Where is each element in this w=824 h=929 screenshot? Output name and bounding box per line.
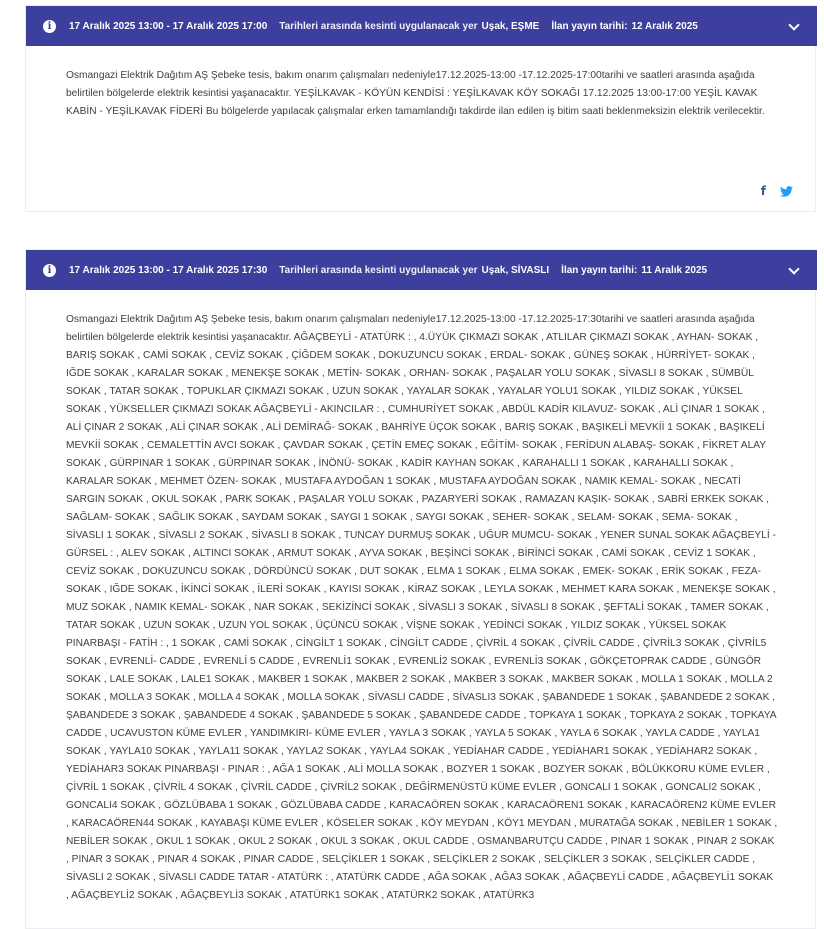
- notice-card-2: [25, 249, 816, 929]
- notice-body: Osmangazi Elektrik Dağıtım AŞ Şebeke tesis, bakım onarım çalışmaları nedeniyle17.12.2025-13:00 -17.12.2025-17:00tarihi ve saatleri arasında aşağıda belirtilen bölgelerde elektrik kesintisi yaşanacaktır. YEŞİLKAVAK - KÖYÜN KENDİSİ : YEŞİLKAVAK KÖY SOKAĞI 17.12.2025 13:00-17:00 YEŞİL KAVAK KABİN - YEŞİLKAVAK FİDERİ Bu bölgelerde yapılacak çalışmalar erken tamamlandığı takdirde ilan edilen iş bitim saati beklenmeksizin elektrik verilecektir.: [66, 70, 765, 117]
- notice-datetime: 17 Aralık 2025 13:00 - 17 Aralık 2025 17:00: [69, 20, 268, 32]
- info-icon: i: [43, 20, 56, 33]
- notice-location-label: Tarihleri arasında kesinti uygulanacak yer: [279, 20, 478, 32]
- notice-header-1[interactable]: [26, 6, 817, 46]
- notice-location: Uşak, EŞME: [481, 20, 540, 32]
- published-date: 12 Aralık 2025: [631, 20, 698, 32]
- notice-body: Osmangazi Elektrik Dağıtım AŞ Şebeke tesis, bakım onarım çalışmaları nedeniyle17.12.2025-13:00 -17.12.2025-17:30tarihi ve saatleri arasında aşağıda belirtilen bölgelerde elektrik kesintisi yaşanacaktır. AĞAÇBEYLİ - ATATÜRK : , 4.ÜYÜK ÇIKMAZI SOKAK , ATLILAR ÇIKMAZI SOKAK , AYHAN- SOKAK , BARIŞ SOKAK , CAMİ SOKAK , CEVİZ SOKAK , ÇİĞDEM SOKAK , DOKUZUNCU SOKAK , ERDAL- SOKAK , GÜNEŞ SOKAK , HÜRRİYET- SOKAK , IĞDE SOKAK , KARALAR SOKAK , MENEKŞE SOKAK , METİN- SOKAK , ORHAN- SOKAK , PAŞALAR YOLU SOKAK , SİVASLI 8 SOKAK , SÜMBÜL SOKAK , TATAR SOKAK , TOPUKLAR ÇIKMAZI SOKAK , UZUN SOKAK , YAYALAR SOKAK , YAYALAR YOLU1 SOKAK , YILDIZ SOKAK , YÜKSEL SOKAK , YÜKSELLER ÇIKMAZI SOKAK AĞAÇBEYLİ - AKINCILAR : , CUMHURİYET SOKAK , ABDÜL KADİR KILAVUZ- SOKAK , ALİ ÇINAR 1 SOKAK , ALİ ÇINAR 2 SOKAK , ALİ ÇINAR SOKAK , ALİ DEMİRAĞ- SOKAK , BAHRİYE ÜÇOK SOKAK , BARIŞ SOKAK , BAŞIKELİ MEVKİİ 1 SOKAK , BAŞIKELİ MEVKİİ SOKAK , CEMALETTİN AVCI SOKAK , ÇAVDAR SOKAK , ÇETİN EMEÇ SOKAK , EĞİTİM- SOKAK , FERİDUN ALABAŞ- SOKAK , FİKRET ALAY SOKAK , GÜRPINAR 1 SOKAK , GÜRPINAR SOKAK , İNÖNÜ- SOKAK , KADİR KAYHAN SOKAK , KARAHALLI 1 SOKAK , KARAHALLI SOKAK , KARALAR SOKAK , MEHMET ÖZEN- SOKAK , MUSTAFA AYDOĞAN 1 SOKAK , MUSTAFA AYDOĞAN SOKAK , NAMIK KEMAL- SOKAK , NECATİ SARGIN SOKAK , OKUL SOKAK , PARK SOKAK , PAŞALAR YOLU SOKAK , PAZARYERİ SOKAK , RAMAZAN KAŞIK- SOKAK , SABRİ ERKEK SOKAK , SAĞLAM- SOKAK , SAĞLIK SOKAK , SAYDAM SOKAK , SAYGI 1 SOKAK , SAYGI SOKAK , SEHER- SOKAK , SELAM- SOKAK , SEMA- SOKAK , SİVASLI 1 SOKAK , SİVASLI 2 SOKAK , SİVASLI 8 SOKAK , TUNCAY DURMUŞ SOKAK , UĞUR MUMCU- SOKAK , YENER SUNAL SOKAK AĞAÇBEYLİ - GÜRSEL : , ALEV SOKAK , ALTINCI SOKAK , ARMUT SOKAK , AYVA SOKAK , BEŞİNCİ SOKAK , BİRİNCİ SOKAK , CAMİ SOKAK , CEVİZ 1 SOKAK , CEVİZ SOKAK , DOKUZUNCU SOKAK , DÖRDÜNCÜ SOKAK , DUT SOKAK , ELMA 1 SOKAK , ELMA SOKAK , EMEK- SOKAK , ERİK SOKAK , FEZA- SOKAK , IĞDE SOKAK , İKİNCİ SOKAK , İLERİ SOKAK , KAYISI SOKAK , KİRAZ SOKAK , LEYLA SOKAK , MEHMET KARA SOKAK , MENEKŞE SOKAK , MUZ SOKAK , NAMIK KEMAL- SOKAK , NAR SOKAK , SEKİZİNCİ SOKAK , SİVASLI 3 SOKAK , SİVASLI 8 SOKAK , ŞEFTALİ SOKAK , TAMER SOKAK , TATAR SOKAK , UZUN SOKAK , UZUN YOL SOKAK , ÜÇÜNCÜ SOKAK , VİŞNE SOKAK , YEDİNCİ SOKAK , YILDIZ SOKAK , YÜKSEL SOKAK PINARBAŞI - FATİH : , 1 SOKAK , CAMİ SOKAK , CİNGİLT 1 SOKAK , CİNGİLT CADDE , ÇİVRİL 4 SOKAK , ÇİVRİL CADDE , ÇİVRİL3 SOKAK , ÇİVRİL5 SOKAK , EVRENLİ- CADDE , EVRENLİ 5 CADDE , EVRENLİ1 SOKAK , EVRENLİ2 SOKAK , EVRENLİ3 SOKAK , GÖKÇETOPRAK CADDE , GÜNGÖR SOKAK , LALE SOKAK , LALE1 SOKAK , MAKBER 1 SOKAK , MAKBER 2 SOKAK , MAKBER 3 SOKAK , MAKBER SOKAK , MOLLA 1 SOKAK , MOLLA 2 SOKAK , MOLLA 3 SOKAK , MOLLA 4 SOKAK , MOLLA SOKAK , SİVASLI CADDE , SİVASLI3 SOKAK , ŞABANDEDE 1 SOKAK , ŞABANDEDE 2 SOKAK , ŞABANDEDE 3 SOKAK , ŞABANDEDE 4 SOKAK , ŞABANDEDE 5 SOKAK , ŞABANDEDE CADDE , TOPKAYA 1 SOKAK , TOPKAYA 2 SOKAK , TOPKAYA CADDE , UCAVUSTON KÜME EVLER , YANDIMKIRI- KÜME EVLER , YAYLA 3 SOKAK , YAYLA 5 SOKAK , YAYLA 6 SOKAK , YAYLA CADDE , YAYLA1 SOKAK , YAYLA10 SOKAK , YAYLA11 SOKAK , YAYLA2 SOKAK , YAYLA4 SOKAK , YEDİAHAR CADDE , YEDİAHAR1 SOKAK , YEDİAHAR2 SOKAK , YEDİAHAR3 SOKAK PINARBAŞI - PINAR : , AĞA 1 SOKAK , ALİ MOLLA SOKAK , BOZYER 1 SOKAK , BOZYER SOKAK , BÖLÜKKORU KÜME EVLER , ÇİVRİL 1 SOKAK , ÇİVRİL 4 SOKAK , ÇİVRİL CADDE , ÇİVRİL2 SOKAK , DEĞİRMENÜSTÜ KÜME EVLER , GONCALI 1 SOKAK , GONCALI2 SOKAK , GONCALI4 SOKAK , GÖZLÜBABA 1 SOKAK , GÖZLÜBABA CADDE , KARACAÖREN SOKAK , KARACAÖREN1 SOKAK , KARACAÖREN2 KÜME EVLER , KARACAÖREN44 SOKAK , KAYABAŞI KÜME EVLER , KÖSELER SOKAK , KÖY MEYDAN , KÖY1 MEYDAN , MURATAĞA SOKAK , NEBİLER 1 SOKAK , NEBİLER SOKAK , OKUL 1 SOKAK , OKUL 2 SOKAK , OKUL 3 SOKAK , OKUL CADDE , OSMANBARUTÇU CADDE , PINAR 1 SOKAK , PINAR 2 SOKAK , PINAR 3 SOKAK , PINAR 4 SOKAK , PINAR CADDE , SELÇİKLER 1 SOKAK , SELÇİKLER 2 SOKAK , SELÇİKLER 3 SOKAK , SELÇİKLER CADDE , SİVASLI 2 SOKAK , SİVASLI CADDE TATAR - ATATÜRK : , ATATÜRK CADDE , AĞA SOKAK , AĞA3 SOKAK , AĞAÇBEYLİ CADDE , AĞAÇBEYLİ1 SOKAK , AĞAÇBEYLİ2 SOKAK , AĞAÇBEYLİ3 SOKAK , ATATÜRK1 SOKAK , ATATÜRK2 SOKAK , ATATÜRK3: [66, 314, 778, 901]
- published-label: İlan yayın tarihi:: [561, 264, 638, 276]
- twitter-icon[interactable]: [780, 186, 793, 197]
- notice-card-1: [25, 5, 816, 212]
- chevron-down-icon[interactable]: [789, 265, 799, 275]
- notice-header-2[interactable]: [26, 250, 817, 290]
- share-buttons: [761, 184, 793, 198]
- published-date: 11 Aralık 2025: [641, 264, 708, 276]
- facebook-icon[interactable]: f: [760, 184, 766, 198]
- info-icon: i: [43, 264, 56, 277]
- notice-location: Uşak, SİVASLI: [481, 264, 550, 276]
- notice-location-label: Tarihleri arasında kesinti uygulanacak yer: [279, 264, 478, 276]
- published-label: İlan yayın tarihi:: [551, 20, 628, 32]
- chevron-down-icon[interactable]: [789, 21, 799, 31]
- notice-datetime: 17 Aralık 2025 13:00 - 17 Aralık 2025 17:30: [69, 264, 268, 276]
